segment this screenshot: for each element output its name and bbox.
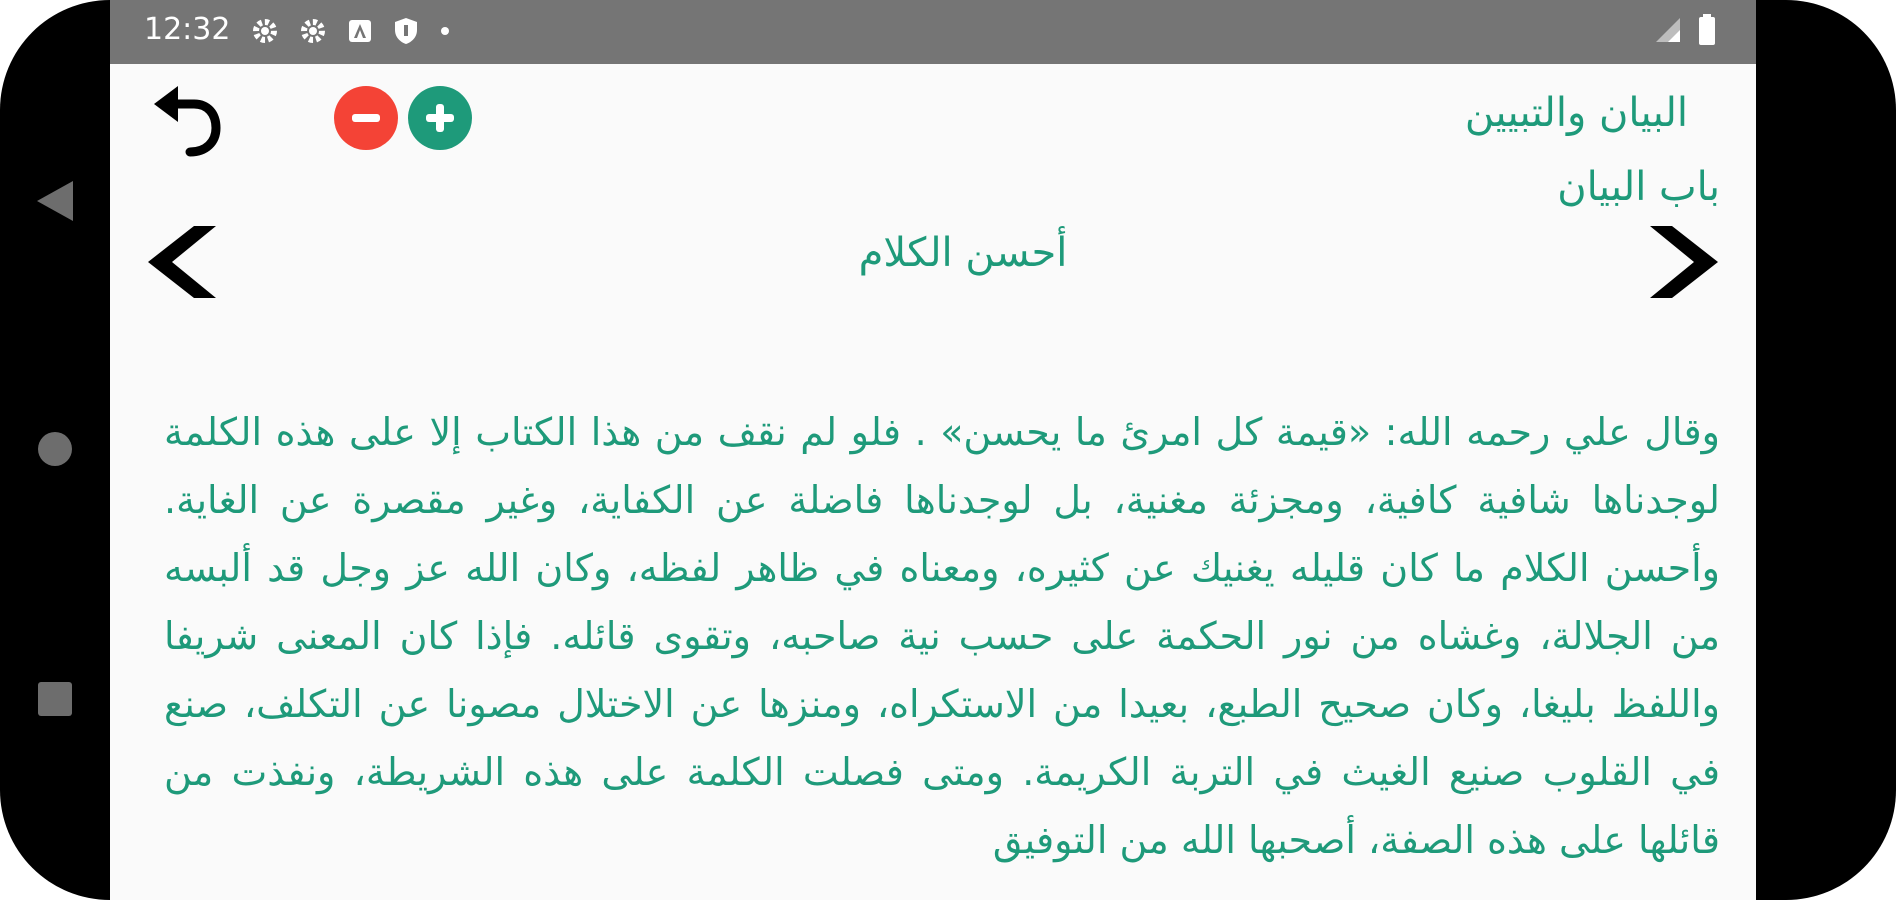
- system-nav-bar: [0, 0, 110, 900]
- chevron-left-icon: [146, 224, 218, 300]
- shield-icon: [392, 16, 420, 46]
- system-home-button[interactable]: [26, 420, 84, 478]
- undo-button[interactable]: [150, 82, 226, 162]
- status-bar: [110, 0, 1756, 64]
- system-recents-button[interactable]: [26, 670, 84, 728]
- gear-icon: [298, 16, 328, 46]
- app-screen: [110, 0, 1756, 900]
- plus-icon: [420, 98, 460, 138]
- circle-home-icon: [35, 429, 75, 469]
- section-title: أحسن الكلام: [858, 230, 1068, 276]
- chevron-right-icon: [1648, 224, 1720, 300]
- zoom-in-button[interactable]: [408, 86, 472, 150]
- undo-arrow-icon: [150, 82, 226, 162]
- next-section-button[interactable]: [1648, 224, 1720, 300]
- square-recents-icon: [35, 679, 75, 719]
- triangle-back-icon: [35, 179, 75, 223]
- a-box-icon: [346, 17, 374, 45]
- reader-header: [110, 64, 1756, 314]
- dot-icon: [438, 24, 452, 38]
- status-notification-icons: [250, 16, 452, 46]
- system-back-button[interactable]: [26, 172, 84, 230]
- chapter-title: باب البيان: [1557, 164, 1720, 210]
- minus-icon: [346, 98, 386, 138]
- status-system-icons: [1654, 14, 1716, 46]
- zoom-out-button[interactable]: [334, 86, 398, 150]
- battery-icon: [1698, 14, 1716, 46]
- status-clock: 12:32: [144, 12, 231, 47]
- previous-section-button[interactable]: [146, 224, 218, 300]
- book-title: البيان والتبيين: [1464, 90, 1688, 136]
- section-body-text: وقال علي رحمه الله: «قيمة كل امرئ ما يحسن» . فلو لم نقف من هذا الكتاب إلا على هذه الكلمة لوجدناها شافية كافية، ومجزئة مغنية، بل لوجدناها فاضلة عن الكفاية، وغير مقصرة عن الغاية. وأحسن الكلام ما كان قليله يغنيك عن كثيره، ومعناه في ظاهر لفظه، وكان الله عز وجل قد ألبسه من الجلالة، وغشاه من نور الحكمة على حسب نية صاحبه، وتقوى قائله. فإذا كان المعنى شريفا واللفظ بليغا، وكان صحيح الطبع، بعيدا من الاستكراه، ومنزها عن الاختلال مصونا عن التكلف، صنع في القلوب صنيع الغيث في التربة الكريمة. ومتى فصلت الكلمة على هذه الشريطة، ونفذت من قائلها على هذه الصفة، أصحبها الله من التوفيق: [164, 410, 1720, 862]
- signal-icon: [1654, 16, 1682, 44]
- gear-icon: [250, 16, 280, 46]
